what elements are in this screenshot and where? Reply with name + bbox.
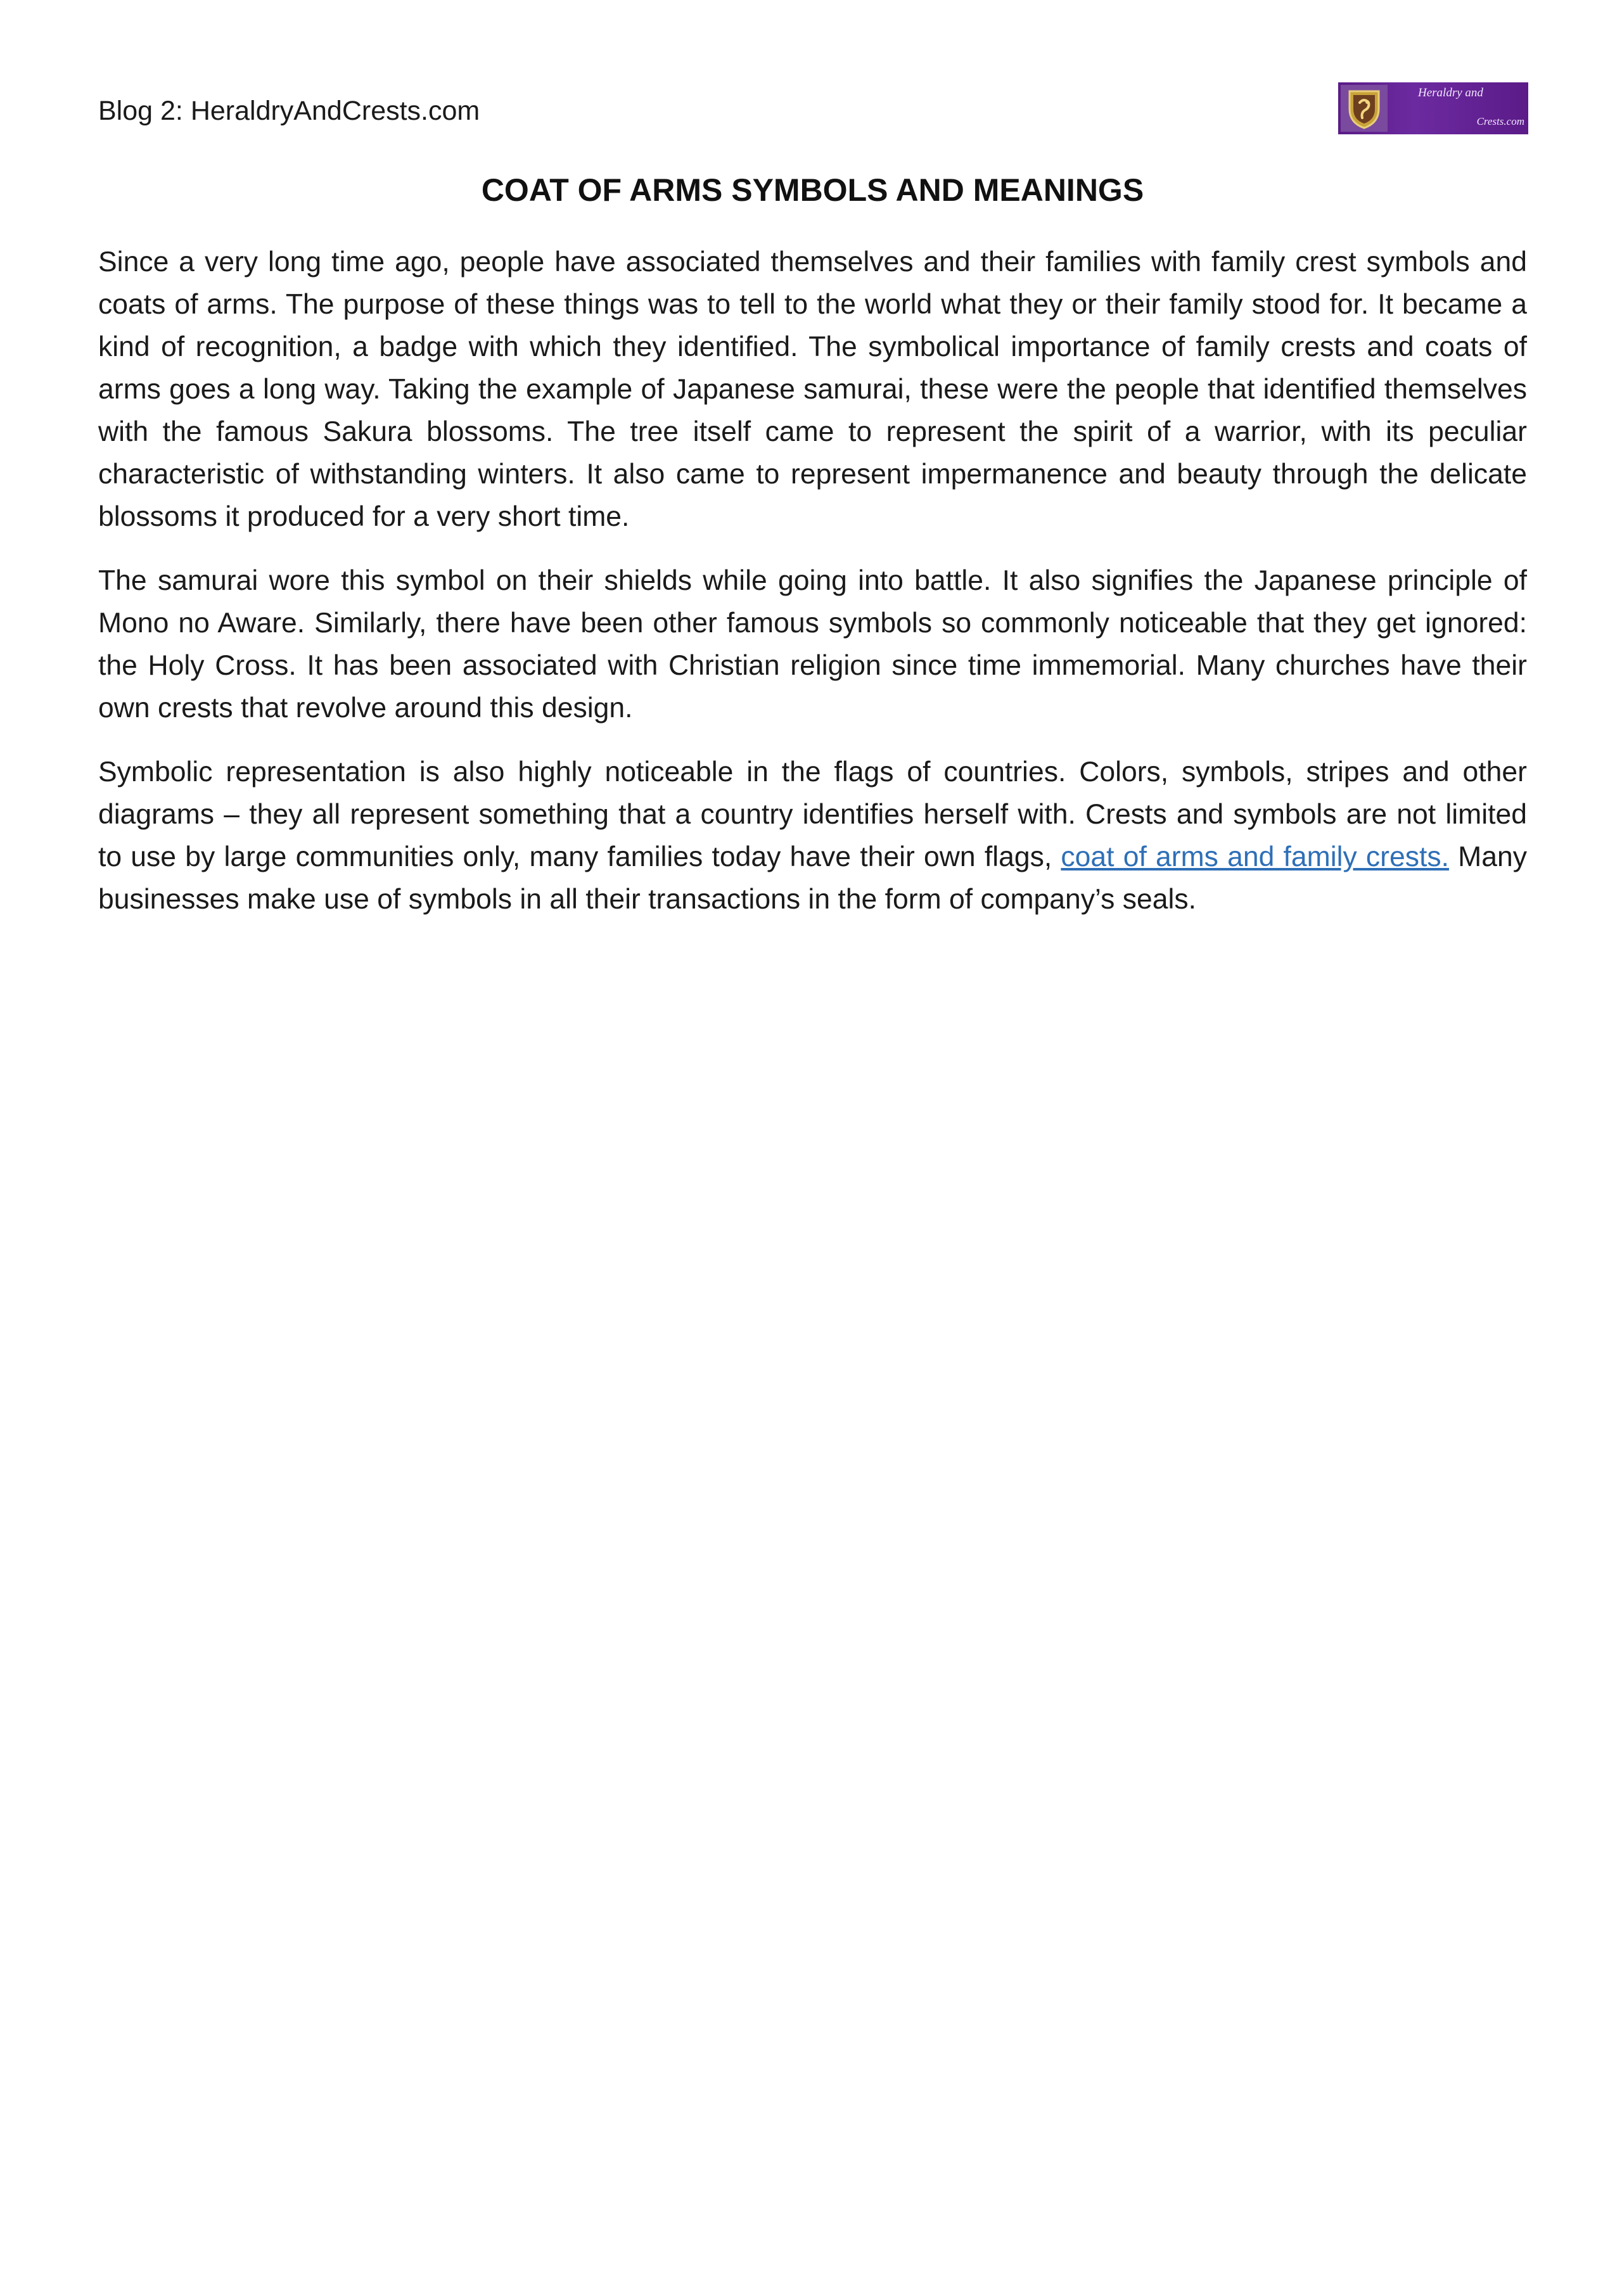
article-title: COAT OF ARMS SYMBOLS AND MEANINGS: [481, 172, 1144, 208]
article-body: [98, 241, 1527, 942]
paragraph-1: Since a very long time ago, people have associated themselves and their families with family crest symbols and coats of arms. The purpose of these things was to tell to the world what they or their family stood for. It became a kind of recognition, a badge with which they identified. The symbolical importance of family crests and coats of arms goes a long way. Taking the example of Japanese samurai, these were the people that identified themselves with the famous Sakura blossoms. The tree itself came to represent the spirit of a warrior, with its peculiar characteristic of withstanding winters. It also came to represent impermanence and beauty through the delicate blossoms it produced for a very short time.: [98, 246, 1527, 532]
crest-shield-icon: [1341, 85, 1388, 132]
family-crests-link[interactable]: coat of arms and family crests.: [1061, 841, 1449, 872]
logo-text-line2: Crests.com: [1476, 115, 1524, 127]
logo-text-line1: Heraldry and: [1418, 86, 1483, 99]
site-logo[interactable]: [1338, 82, 1528, 134]
paragraph-3: [98, 751, 1527, 921]
paragraph-2: The samurai wore this symbol on their shields while going into battle. It also signifies the Japanese principle of Mono no Aware. Similarly, there have been other famous symbols so commonly noticeable that they get ignored: the Holy Cross. It has been associated with Christian religion since time immemorial. Many churches have their own crests that revolve around this design.: [98, 565, 1527, 724]
blog-header-label: Blog 2: HeraldryAndCrests.com: [98, 96, 480, 126]
paragraph-3-text-before: Symbolic representation is also highly noticeable in the flags of countries. Colors, symbols, stripes and other diagrams – they all represent something that a country identifies herself with. Crests and symbols are not limited to use by large communities only, many families today have their own flags,: [98, 756, 1527, 872]
paragraph-3-text-after: Many businesses make use of symbols in all their transactions in the form of company’s seals.: [98, 841, 1527, 915]
